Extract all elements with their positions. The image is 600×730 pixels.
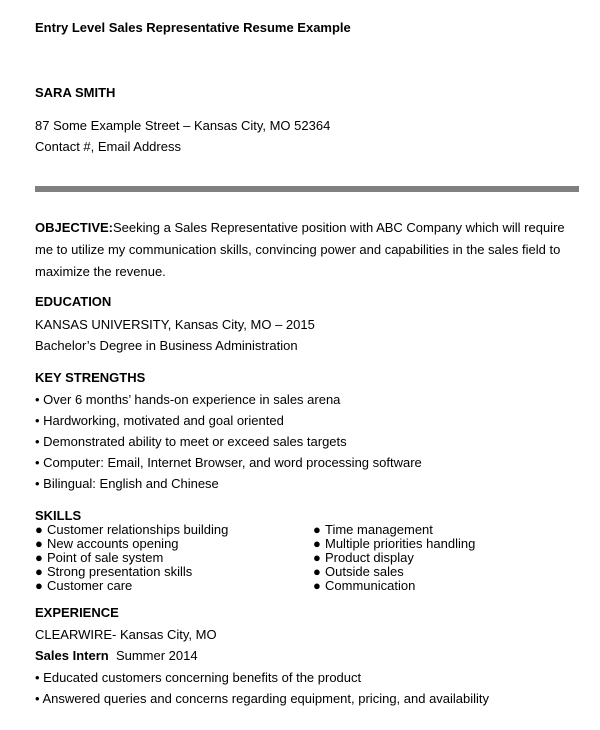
candidate-contact: Contact #, Email Address <box>35 139 181 154</box>
skills-left-column <box>35 523 228 593</box>
experience-item: • Educated customers concerning benefits of the product <box>35 670 362 685</box>
document-title: Entry Level Sales Representative Resume Example <box>35 20 351 35</box>
skill-item: ● Point of sale system <box>35 550 164 565</box>
bullet-icon: ● <box>35 550 43 565</box>
skill-item: ● Product display <box>313 550 414 565</box>
header-divider <box>35 186 579 192</box>
experience-role-line <box>35 648 198 663</box>
skills-right-column <box>313 523 475 593</box>
experience-period: Summer 2014 <box>115 648 198 663</box>
education-heading: EDUCATION <box>35 294 112 309</box>
skill-item: ● Strong presentation skills <box>35 564 193 579</box>
skills-heading: SKILLS <box>35 508 82 523</box>
strength-item: • Bilingual: English and Chinese <box>35 476 219 491</box>
skill-item: ● Multiple priorities handling <box>313 536 476 551</box>
objective-label: OBJECTIVE: <box>35 220 114 235</box>
education-degree: Bachelor’s Degree in Business Administration <box>35 338 298 353</box>
experience-role: Sales Intern <box>35 648 109 663</box>
bullet-icon: ● <box>313 578 321 593</box>
education-school: KANSAS UNIVERSITY, Kansas City, MO – 2015 <box>35 317 315 332</box>
experience-company: CLEARWIRE- Kansas City, MO <box>35 627 217 642</box>
bullet-icon: ● <box>35 522 43 537</box>
bullet-icon: ● <box>313 522 321 537</box>
objective-text: Seeking a Sales Representative position with ABC Company which will require me to utilize my communication skills, convincing power and capabilities in the sales field to maximize the revenue. <box>35 220 565 279</box>
candidate-name: SARA SMITH <box>35 85 116 100</box>
bullet-icon: ● <box>35 564 43 579</box>
strength-item: • Demonstrated ability to meet or exceed sales targets <box>35 434 347 449</box>
bullet-icon: ● <box>313 550 321 565</box>
experience-item: • Answered queries and concerns regarding equipment, pricing, and availability <box>35 691 490 706</box>
skill-item: ● Time management <box>313 522 433 537</box>
bullet-icon: ● <box>313 536 321 551</box>
strength-item: • Hardworking, motivated and goal oriented <box>35 413 284 428</box>
skill-item: ● Customer care <box>35 578 133 593</box>
skill-item: ● New accounts opening <box>35 536 179 551</box>
skill-item: ● Customer relationships building <box>35 522 229 537</box>
objective-section <box>35 217 583 283</box>
skill-item: ● Outside sales <box>313 564 404 579</box>
strength-item: • Over 6 months’ hands-on experience in sales arena <box>35 392 341 407</box>
bullet-icon: ● <box>313 564 321 579</box>
candidate-address: 87 Some Example Street – Kansas City, MO 52364 <box>35 118 331 133</box>
skill-item: ● Communication <box>313 578 416 593</box>
strengths-heading: KEY STRENGTHS <box>35 370 146 385</box>
bullet-icon: ● <box>35 536 43 551</box>
experience-heading: EXPERIENCE <box>35 605 119 620</box>
bullet-icon: ● <box>35 578 43 593</box>
strength-item: • Computer: Email, Internet Browser, and word processing software <box>35 455 422 470</box>
